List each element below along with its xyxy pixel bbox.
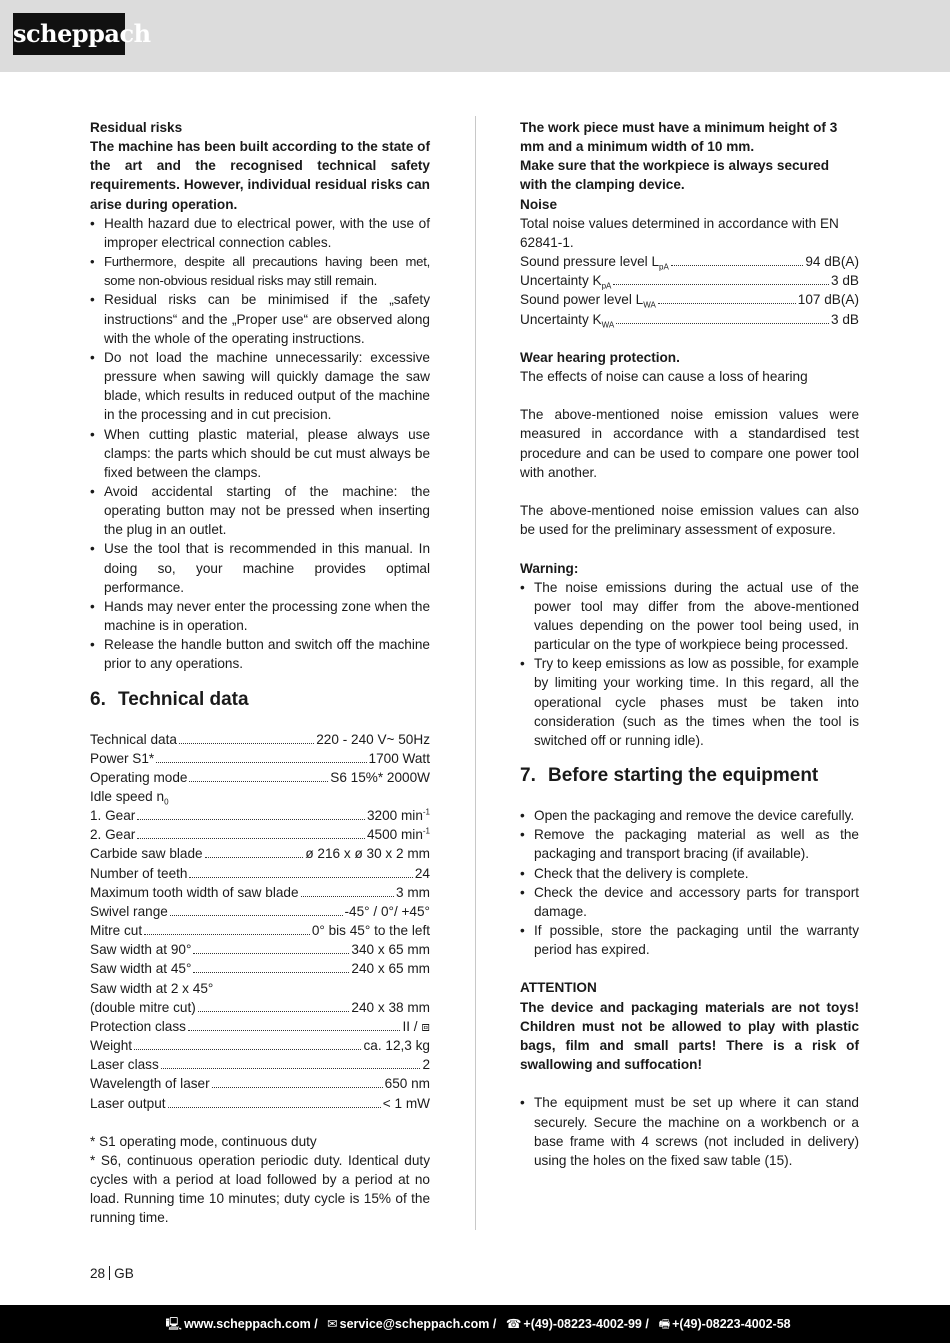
- list-item: • Do not load the machine unnecessarily: excessive pressure when sawing will quickly damage the saw blade, which results in reduced output of the machine in the processing and in cut precision.: [90, 348, 430, 425]
- workpiece-note: The work piece must have a minimum height of 3 mm and a minimum width of 10 mm.: [520, 120, 838, 155]
- spec-row: [90, 883, 430, 902]
- spec-label: 2. Gear: [90, 827, 136, 843]
- spec-label: Protection class: [90, 1018, 186, 1034]
- spec-label: Weight: [90, 1038, 133, 1054]
- footer-phone: +(49)-08223-4002-99: [523, 1317, 642, 1331]
- leader-dots: [137, 838, 365, 839]
- spec-row: [520, 290, 859, 309]
- leader-dots: [168, 1107, 381, 1108]
- list-item: • If possible, store the packaging until the warranty period has expired.: [520, 921, 859, 959]
- leader-dots: [134, 1049, 361, 1050]
- spec-value: < 1 mW: [382, 1095, 430, 1111]
- spec-row: [90, 1055, 430, 1074]
- list-item: • Hands may never enter the processing zone when the machine is in operation.: [90, 597, 430, 635]
- list-item: • Check that the delivery is complete.: [520, 864, 859, 883]
- spec-row: [90, 1036, 430, 1055]
- section-6-heading: [90, 688, 430, 712]
- leader-dots: [193, 972, 349, 973]
- section-title: Technical data: [118, 688, 249, 710]
- phone-icon: ☎: [505, 1317, 522, 1331]
- leader-dots: [179, 743, 314, 744]
- spec-row: [520, 271, 859, 290]
- spec-value: 240 x 65 mm: [351, 961, 430, 977]
- leader-dots: [198, 1011, 350, 1012]
- spec-label: Uncertainty $K_{WA}$: [520, 311, 615, 330]
- spec-label: Sound pressure level $L_{pA}$: [520, 254, 669, 272]
- spec-value: ca. 12,3 kg: [363, 1038, 430, 1054]
- leader-dots: [616, 323, 829, 324]
- footer-website[interactable]: www.scheppach.com: [184, 1317, 311, 1331]
- before-starting-list: [520, 806, 859, 959]
- hearing-protection-text: The effects of noise can cause a loss of hearing: [520, 369, 808, 385]
- list-item: • Avoid accidental starting of the machine: the operating button may not be pressed when inserting the plug in an outlet.: [90, 482, 430, 539]
- spec-label: Saw width at 90°: [90, 942, 192, 958]
- leader-dots: [212, 1087, 383, 1088]
- spec-row: [90, 959, 430, 978]
- list-item: • Furthermore, despite all precautions having been met, some non-obvious residual risks may still remain.: [90, 252, 430, 290]
- spec-label: Idle speed $n_0$: [90, 789, 169, 807]
- spec-value: -45° / 0°/ +45°: [344, 903, 430, 919]
- spec-label: Sound power level $L_{WA}$: [520, 292, 656, 311]
- page-number: [90, 1265, 134, 1283]
- spec-row: [90, 979, 430, 998]
- leader-dots: [205, 857, 304, 858]
- spec-row: [90, 921, 430, 940]
- spec-value: 24: [414, 865, 430, 881]
- spec-row: [90, 1094, 430, 1113]
- page-separator: [109, 1266, 110, 1280]
- footnote-s1: * S1 operating mode, continuous duty: [90, 1133, 317, 1149]
- spec-label: Number of teeth: [90, 865, 188, 881]
- spec-value: 3200 $\min^{-1}$: [366, 807, 430, 824]
- spec-value: 94 dB(A): [805, 254, 859, 270]
- spec-value: 2: [422, 1057, 430, 1073]
- leader-dots: [188, 1030, 401, 1031]
- list-item: • Release the handle button and switch off the machine prior to any operations.: [90, 635, 430, 673]
- spec-value: 340 x 65 mm: [351, 942, 430, 958]
- noise-title: Noise: [520, 196, 558, 212]
- brand-logo: scheppach: [13, 13, 125, 55]
- leader-dots: [671, 265, 804, 266]
- leader-dots: [170, 915, 343, 916]
- list-item: • Health hazard due to electrical power, with the use of improper electrical connection cables.: [90, 214, 430, 252]
- technical-data-table: [90, 730, 430, 1113]
- emission-paragraph-1: The above-mentioned noise emission values were measured in accordance with a standardised test procedure and can be used to compare one power tool with another.: [520, 407, 859, 480]
- spec-row: [90, 1017, 430, 1036]
- spec-row: [90, 998, 430, 1017]
- spec-label: Laser class: [90, 1057, 159, 1073]
- spec-label: Saw width at 2 x 45°: [90, 980, 214, 996]
- spec-value: II / ⧈: [402, 1018, 430, 1034]
- mail-icon: ✉: [327, 1317, 338, 1331]
- spec-value: 1700 Watt: [368, 750, 430, 766]
- spec-row: [90, 940, 430, 959]
- list-item: • Open the packaging and remove the device carefully.: [520, 806, 859, 825]
- footer-fax: +(49)-08223-4002-58: [672, 1317, 791, 1331]
- spec-row: [90, 806, 430, 825]
- page-header: [0, 0, 950, 72]
- leader-dots: [189, 877, 412, 878]
- section-7-heading: [520, 764, 859, 788]
- footer-separator: /: [489, 1317, 500, 1331]
- warning-list: [520, 578, 859, 750]
- list-item: • Residual risks can be minimised if the „safety instructions“ and the „Proper use“ are observed along with the whole of the operating instructions.: [90, 290, 430, 347]
- leader-dots: [301, 896, 394, 897]
- attention-text: The device and packaging materials are not toys! Children must not be allowed to play with plastic bags, film and small parts! There is a risk of swallowing and suffocation!: [520, 999, 859, 1073]
- leader-dots: [161, 1068, 421, 1069]
- spec-row: [90, 730, 430, 749]
- residual-risks-list: [90, 214, 430, 674]
- emission-paragraph-2: The above-mentioned noise emission values can also be used for the preliminary assessment of exposure.: [520, 503, 859, 538]
- list-item: • When cutting plastic material, please always use clamps: the parts which should be cut must always be fixed between the clamps.: [90, 425, 430, 482]
- spec-value: 240 x 38 mm: [351, 999, 430, 1015]
- leader-dots: [193, 953, 349, 954]
- spec-label: Swivel range: [90, 903, 168, 919]
- spec-label: Mitre cut: [90, 923, 143, 939]
- spec-value: 107 dB(A): [797, 292, 859, 308]
- list-item: • Try to keep emissions as low as possible, for example by limiting your working time. In this regard, all the operational cycle phases must be taken into consideration (such as the times when the tool is switched off or running idle).: [520, 654, 859, 750]
- page-number-value: 28: [90, 1266, 106, 1281]
- section-number: 7.: [520, 765, 536, 787]
- footer-separator: /: [310, 1317, 322, 1331]
- spec-row: [90, 864, 430, 883]
- spec-label: Carbide saw blade: [90, 846, 203, 862]
- left-column: [90, 118, 430, 1228]
- spec-value: 3 mm: [396, 884, 430, 900]
- spec-label: (double mitre cut): [90, 999, 196, 1015]
- footnote-s6: * S6, continuous operation periodic duty. Identical duty cycles with a period at load followed by a period at no load. Running time 10 minutes; duty cycle is 15% of the running time.: [90, 1152, 430, 1226]
- leader-dots: [156, 762, 366, 763]
- residual-risks-intro: The machine has been built according to the state of the art and the recognised technical safety requirements. However, individual residual risks can arise during operation.: [90, 139, 430, 212]
- spec-label: Saw width at 45°: [90, 961, 192, 977]
- spec-row: [90, 1074, 430, 1093]
- spec-value: 650 nm: [384, 1076, 430, 1092]
- list-item: • The equipment must be set up where it can stand securely. Secure the machine on a workbench or a base frame with 4 screws (not included in delivery) using the holes on the fixed saw table (15).: [520, 1093, 859, 1170]
- computer-icon: 🖳: [165, 1317, 183, 1331]
- leader-dots: [144, 934, 310, 935]
- page-footer: [0, 1305, 950, 1343]
- spec-value: ø 216 x ø 30 x 2 mm: [305, 846, 430, 862]
- page-language: GB: [114, 1266, 134, 1281]
- spec-value: 3 dB: [831, 273, 859, 289]
- spec-value: 3 dB: [831, 311, 859, 327]
- list-item: • Remove the packaging material as well as the packaging and transport bracing (if available).: [520, 825, 859, 863]
- spec-value: 4500 $\min^{-1}$: [366, 826, 430, 843]
- spec-label: Laser output: [90, 1095, 166, 1111]
- fax-icon: 🖷: [658, 1317, 671, 1331]
- leader-dots: [137, 819, 365, 820]
- footer-separator: /: [641, 1317, 653, 1331]
- spec-row: [90, 902, 430, 921]
- spec-label: Maximum tooth width of saw blade: [90, 884, 299, 900]
- right-column: [520, 118, 859, 1170]
- spec-label: Power S1*: [90, 750, 155, 766]
- spec-label: Uncertainty $K_{pA}$: [520, 273, 612, 291]
- attention-title: ATTENTION: [520, 980, 597, 996]
- spec-row: [520, 310, 859, 329]
- section-title: Before starting the equipment: [548, 765, 819, 787]
- list-item: • Use the tool that is recommended in this manual. In doing so, your machine provides optimal performance.: [90, 539, 430, 596]
- list-item: • The noise emissions during the actual use of the power tool may differ from the above-mentioned values depending on the power tool being used, in particular on the type of workpiece being processed.: [520, 578, 859, 655]
- leader-dots: [658, 303, 796, 304]
- spec-row: [90, 749, 430, 768]
- spec-row: [90, 825, 430, 844]
- section-number: 6.: [90, 688, 106, 710]
- setup-list: [520, 1093, 859, 1170]
- clamping-note: Make sure that the workpiece is always secured with the clamping device.: [520, 158, 830, 193]
- residual-risks-title: Residual risks: [90, 120, 183, 135]
- spec-value: 0° bis 45° to the left: [311, 923, 430, 939]
- spec-row: [90, 787, 430, 806]
- spec-row: [90, 768, 430, 787]
- spec-value: S6 15%* 2000W: [330, 769, 430, 785]
- leader-dots: [189, 781, 328, 782]
- footer-email[interactable]: service@scheppach.com: [339, 1317, 490, 1331]
- noise-values-table: [520, 252, 859, 329]
- leader-dots: [613, 284, 829, 285]
- spec-row: [520, 252, 859, 271]
- spec-label: 1. Gear: [90, 808, 136, 824]
- hearing-protection-title: Wear hearing protection.: [520, 349, 680, 365]
- spec-row: [90, 844, 430, 863]
- column-divider: [475, 116, 476, 1230]
- spec-label: Operating mode: [90, 769, 188, 785]
- warning-title: Warning:: [520, 560, 579, 576]
- noise-intro: Total noise values determined in accordance with EN 62841-1.: [520, 215, 839, 250]
- spec-label: Technical data: [90, 731, 177, 747]
- spec-value: 220 - 240 V~ 50Hz: [316, 731, 430, 747]
- spec-label: Wavelength of laser: [90, 1076, 210, 1092]
- list-item: • Check the device and accessory parts for transport damage.: [520, 883, 859, 921]
